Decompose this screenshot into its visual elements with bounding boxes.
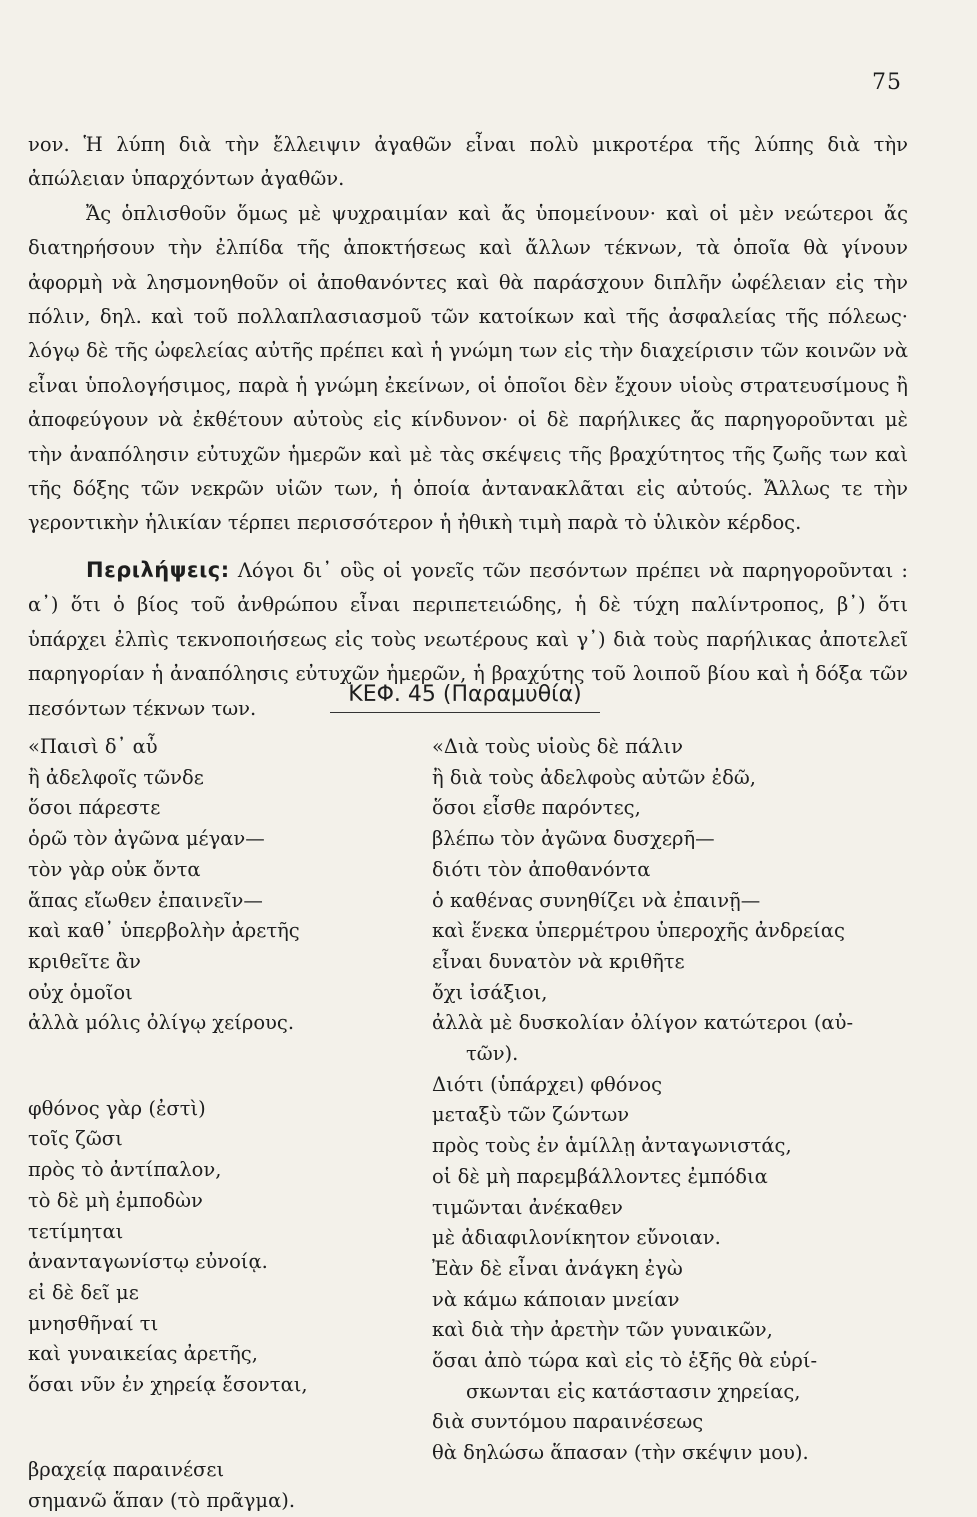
- verse-line: ἢ διὰ τοὺς ἀδελφοὺς αὐτῶν ἐδῶ,: [432, 765, 756, 789]
- summary-label: Περιλήψεις:: [86, 557, 230, 582]
- verse-stanza: [28, 732, 418, 1039]
- verse-stanza: [432, 732, 912, 1070]
- verse-line: βλέπω τὸν ἀγῶνα δυσχερῆ—: [432, 827, 715, 851]
- verse-line: θὰ δηλώσω ἅπασαν (τὴν σκέψιν μου).: [432, 1441, 809, 1465]
- verse-line: ἀλλὰ μόλις ὀλίγῳ χείρους.: [28, 1011, 295, 1035]
- chapter-heading: ΚΕΦ. 45 (Παραμυθία): [330, 678, 600, 713]
- verse-line: κριθεῖτε ἂν: [28, 949, 141, 973]
- paragraph: Ἄς ὁπλισθοῦν ὅμως μὲ ψυχραιμίαν καὶ ἄς ὑπομείνουν· καὶ οἱ μὲν νεώτεροι ἄς διατηρήσουν τὴν ἐλπίδα τῆς ἀποκτήσεως καὶ ἄλλων τέκνων, τὰ ὁποῖα θὰ γίνουν ἀφορμὴ νὰ λησμονηθοῦν οἱ ἀποθανόντες καὶ θὰ παράσχουν διπλῆν ὠφέλειαν εἰς τὴν πόλιν, δηλ. καὶ τοῦ πολλαπλασιασμοῦ τῶν κατοίκων καὶ τῆς ἀσφαλείας τῆς πόλεως· λόγῳ δὲ τῆς ὠφελείας αὐτῆς πρέπει καὶ ἡ γνώμη των εἰς τὴν διαχείρισιν τῶν κοινῶν νὰ εἶναι ὑπολογήσιμος, παρὰ ἡ γνώμη ἐκείνων, οἱ ὁποῖοι δὲν ἔχουν υἱοὺς στρατευσίμους ἢ ἀποφεύγουν νὰ ἐκθέτουν αὐτοὺς εἰς κίνδυνον· οἱ δὲ παρήλικες ἄς παρηγοροῦνται μὲ τὴν ἀναπόλησιν εὐτυχῶν ἡμερῶν καὶ μὲ τὰς σκέψεις τῆς βραχύτητος τῆς ζωῆς των καὶ τῆς δόξης τῶν νεκρῶν υἱῶν των, ἡ ὁποία ἀντανακλᾶται εἰς αὐτούς. Ἄλλως τε τὴν γεροντικὴν ἡλικίαν τέρπει περισσότερον ἡ ἠθικὴ τιμὴ παρὰ τὸ ὑλικὸν κέρδος.: [28, 201, 908, 535]
- verse-line: καὶ γυναικείας ἀρετῆς,: [28, 1342, 258, 1366]
- verse-line: ὅσοι πάρεστε: [28, 796, 161, 820]
- body-text: [28, 128, 908, 726]
- verse-line: ὄχι ἰσάξιοι,: [432, 980, 548, 1004]
- verse-line: ἢ ἀδελφοῖς τῶνδε: [28, 765, 204, 789]
- verse-line: διότι τὸν ἀποθανόντα: [432, 857, 651, 881]
- verse-stanza: [28, 1455, 418, 1516]
- verse-line: ἀλλὰ μὲ δυσκολίαν ὀλίγον κατώτεροι (αὐ-: [432, 1011, 854, 1035]
- verse-line: φθόνος γὰρ (ἐστὶ): [28, 1096, 206, 1120]
- verse-line: βραχείᾳ παραινέσει: [28, 1458, 225, 1482]
- verse-line: μνησθῆναί τι: [28, 1311, 159, 1335]
- verse-line: μεταξὺ τῶν ζώντων: [432, 1103, 630, 1127]
- verse-line: σημανῶ ἅπαν (τὸ πρᾶγμα).: [28, 1489, 296, 1513]
- verse-line: Διότι (ὑπάρχει) φθόνος: [432, 1072, 663, 1096]
- verse-line: τὸ δὲ μὴ ἐμποδὼν: [28, 1188, 203, 1212]
- verse-line: τῶν).: [466, 1042, 519, 1066]
- verse-stanza: [432, 1070, 912, 1469]
- verse-line: καὶ καθ᾽ ὑπερβολὴν ἀρετῆς: [28, 919, 300, 943]
- verse-line: οὐχ ὁμοῖοι: [28, 980, 133, 1004]
- verse-line: διὰ συντόμου παραινέσεως: [432, 1410, 704, 1434]
- original-text-column: [28, 732, 418, 1517]
- paragraph: νον. Ἡ λύπη διὰ τὴν ἔλλειψιν ἀγαθῶν εἶναι πολὺ μικροτέρα τῆς λύπης διὰ τὴν ἀπώλειαν ὑπαρχόντων ἀγαθῶν.: [28, 133, 908, 191]
- verse-line: ὅσαι νῦν ἐν χηρείᾳ ἔσονται,: [28, 1373, 308, 1397]
- translation-column: [432, 732, 912, 1469]
- verse-line: ἀνανταγωνίστῳ εὐνοίᾳ.: [28, 1250, 268, 1274]
- verse-line: Ἐὰν δὲ εἶναι ἀνάγκη ἐγὼ: [432, 1256, 683, 1280]
- verse-line: πρὸς τὸ ἀντίπαλον,: [28, 1158, 222, 1182]
- verse-stanza: [28, 1094, 418, 1401]
- verse-line: «Διὰ τοὺς υἱοὺς δὲ πάλιν: [432, 735, 683, 758]
- verse-line: νὰ κάμω κάποιαν μνείαν: [432, 1287, 680, 1311]
- verse-line: τετίμηται: [28, 1219, 124, 1243]
- verse-line: καὶ ἕνεκα ὑπερμέτρου ὑπεροχῆς ἀνδρείας: [432, 919, 845, 943]
- verse-line: εἶναι δυνατὸν νὰ κριθῆτε: [432, 949, 685, 973]
- verse-line: ὁρῶ τὸν ἀγῶνα μέγαν—: [28, 827, 265, 851]
- page-number: 75: [872, 70, 902, 95]
- verse-line: οἱ δὲ μὴ παρεμβάλλοντες ἐμπόδια: [432, 1164, 768, 1188]
- verse-line: τοῖς ζῶσι: [28, 1127, 123, 1151]
- verse-line: εἰ δὲ δεῖ με: [28, 1280, 139, 1304]
- verse-line: μὲ ἀδιαφιλονίκητον εὔνοιαν.: [432, 1226, 721, 1250]
- summary-text: Λόγοι δι᾽ οὓς οἱ γονεῖς τῶν πεσόντων πρέπει νὰ παρηγοροῦνται : α᾽) ὅτι ὁ βίος τοῦ ἀνθρώπου εἶναι περιπετειώδης, ἡ δὲ τύχη παλίντροπος, β᾽) ὅτι ὑπάρχει ἐλπὶς τεκνοποιήσεως εἰς τοὺς νεωτέρους καὶ γ᾽) διὰ τοὺς παρήλικας ἀποτελεῖ παρηγορίαν ἡ ἀναπόλησις εὐτυχῶν ἡμερῶν, ἡ βραχύτης τοῦ λοιποῦ βίου καὶ ἡ δόξα τῶν πεσόντων τέκνων των.: [28, 558, 908, 720]
- verse-line: τιμῶνται ἀνέκαθεν: [432, 1195, 623, 1219]
- verse-line: σκωνται εἰς κατάστασιν χηρείας,: [466, 1379, 801, 1403]
- verse-line: ὅσαι ἀπὸ τώρα καὶ εἰς τὸ ἑξῆς θὰ εὑρί-: [432, 1349, 818, 1373]
- verse-line: «Παισὶ δ᾽ αὖ: [28, 735, 158, 758]
- verse-line: καὶ διὰ τὴν ἀρετὴν τῶν γυναικῶν,: [432, 1318, 773, 1342]
- verse-line: ὁ καθένας συνηθίζει νὰ ἐπαινῇ—: [432, 888, 761, 912]
- verse-line: ἅπας εἴωθεν ἐπαινεῖν—: [28, 888, 263, 912]
- verse-line: ὅσοι εἶσθε παρόντες,: [432, 796, 641, 820]
- verse-line: τὸν γὰρ οὐκ ὄντα: [28, 857, 201, 881]
- verse-line: πρὸς τοὺς ἐν ἁμίλλῃ ἀνταγωνιστάς,: [432, 1134, 792, 1158]
